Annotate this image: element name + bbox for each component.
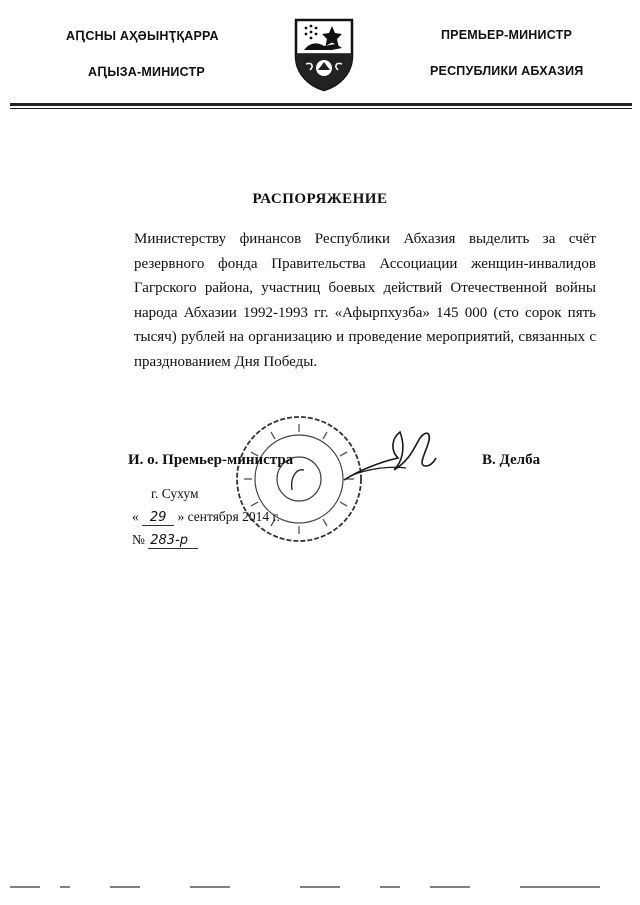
document-date	[132, 509, 280, 526]
number-label: №	[132, 532, 145, 547]
document-body	[134, 227, 596, 374]
handwritten-signature-icon	[340, 418, 460, 498]
signatory-name: В. Делба	[482, 452, 541, 468]
header-right-line1: ПРЕМЬЕР-МИНИСТР	[441, 28, 572, 42]
document-number	[132, 532, 198, 549]
body-text: Министерству финансов Республики Абхазия выделить за счёт резервного фонда Правительства Ассоциации женщин-инвалидов Гагрского района, участниц боевых действий Отечественной войны народа Абхазии 1992-1993 гг. «Афырпхузба» 145 000 (сто сорок пять тысяч) рублей на организацию и проведение мероприятий, связанных с празднованием Дня Победы.	[134, 231, 596, 370]
header-left-line2: АԤЫЗА-МИНИСТР	[88, 65, 205, 79]
header-left-line1: АԤСНЫ АҲӘЫНҬҚАРРА	[66, 29, 219, 43]
document-title: РАСПОРЯЖЕНИЕ	[252, 191, 388, 207]
header-divider-thin	[10, 108, 632, 109]
document-city: г. Сухум	[151, 486, 199, 501]
scan-artifact-marks	[0, 882, 640, 892]
date-month-year: » сентября 2014 г.	[177, 509, 280, 524]
date-day-handwritten: 29	[142, 511, 174, 526]
abkhazia-coat-of-arms-icon	[292, 16, 356, 92]
header-right-line2: РЕСПУБЛИКИ АБХАЗИЯ	[430, 64, 584, 78]
number-handwritten: 283-р	[148, 534, 198, 549]
header-divider-thick	[10, 103, 632, 106]
date-open-quote: «	[132, 509, 139, 524]
signatory-title: И. о. Премьер-министра	[128, 452, 294, 468]
